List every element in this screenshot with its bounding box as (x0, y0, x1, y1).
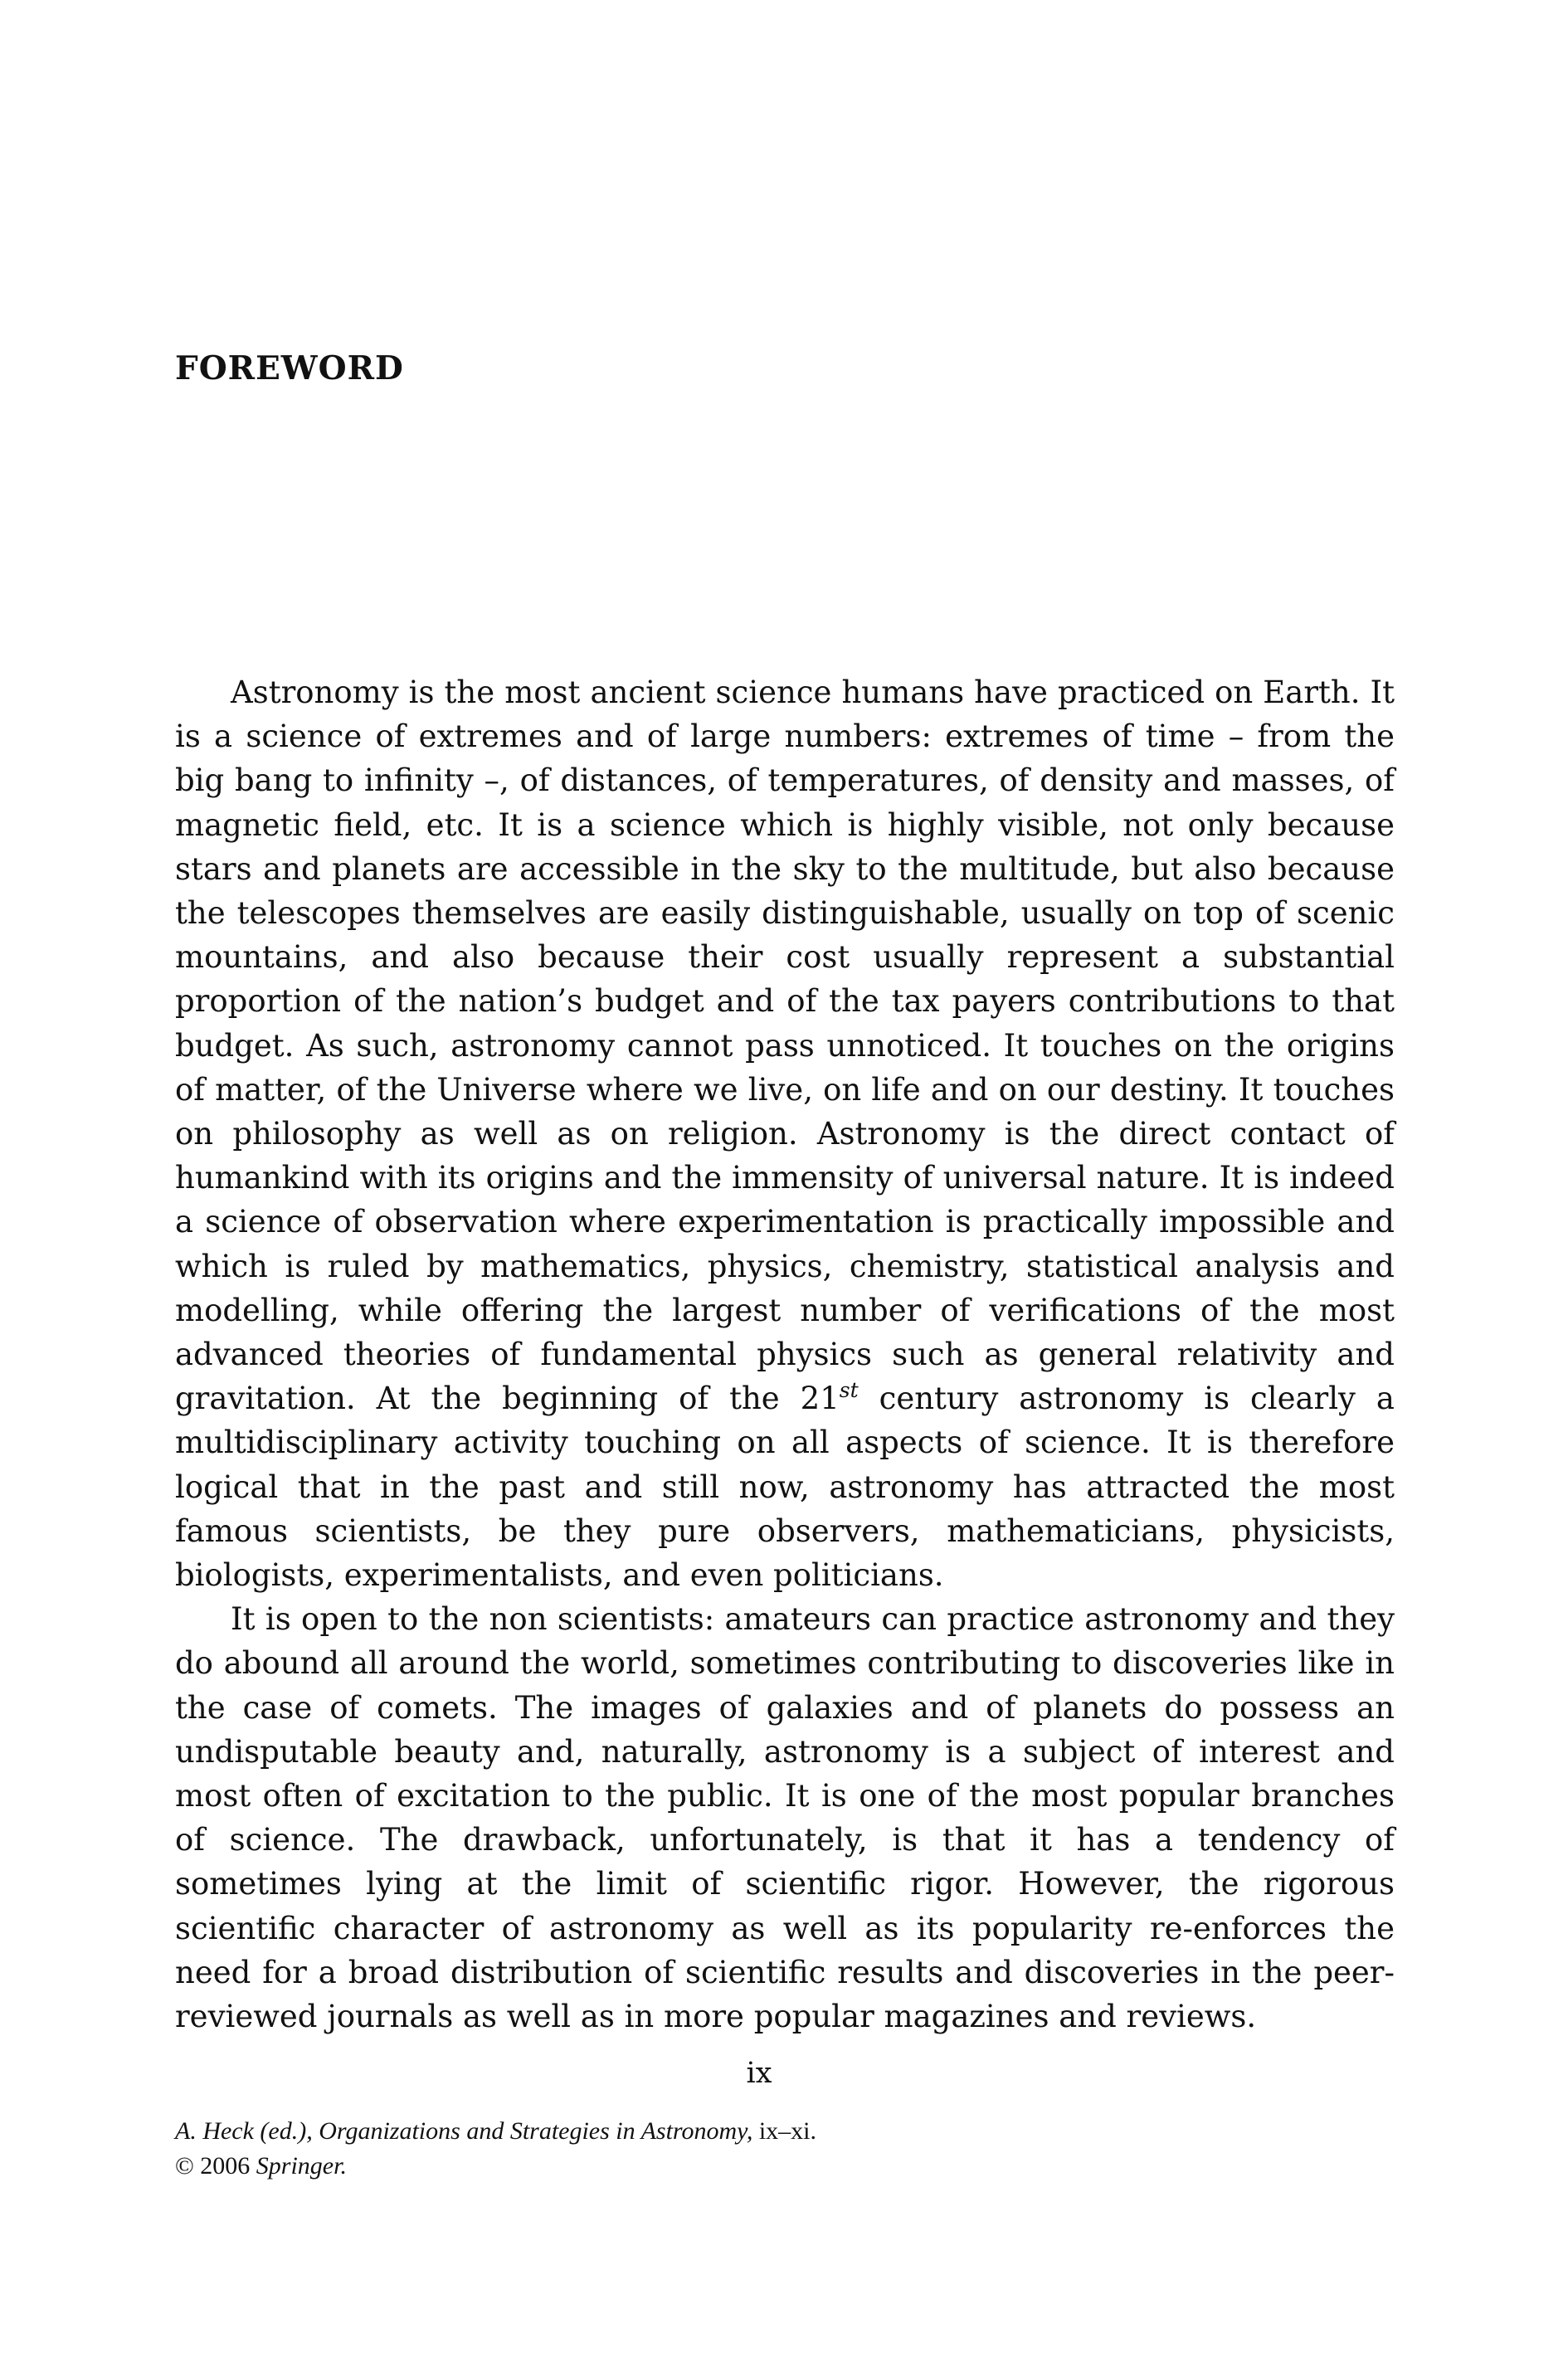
page-title: FOREWORD (175, 349, 404, 387)
paragraph-1 (175, 670, 1395, 1597)
citation-editor: A. Heck (ed.), (175, 2117, 313, 2145)
copyright-year: © 2006 (175, 2152, 251, 2180)
paragraph-2: It is open to the non scientists: amateurs can practice astronomy and they do abound all around the world, sometimes contributing to discoveries like in the case of comets. The images of galaxies and of planets do possess an undisputable beauty and, naturally, astronomy is a subject of interest and most often of excitation to the public. It is one of the most popular branches of science. The drawback, unfortunately, is that it has a tendency of sometimes lying at the limit of scientific rigor. However, the rigorous scientific character of astronomy as well as its popularity re-enforces the need for a broad distribution of scientific results and discoveries in the peer-reviewed journals as well as in more popular magazines and reviews. (175, 1601, 1395, 2035)
publisher-name: Springer. (256, 2152, 347, 2180)
body-text (175, 670, 1395, 2038)
paragraph-1-text-continued: century astronomy is clearly a multidisciplinary activity touching on all aspects of science. It is therefore logical that in the past and still now, astronomy has attracted the most famous scientists, be they pure observers, mathematicians, physicists, biologists, experimentalists, and even politicians. (175, 1381, 1395, 1594)
citation-line (175, 2114, 816, 2149)
paragraph-1-text: Astronomy is the most ancient science humans have practiced on Earth. It is a science of extremes and of large numbers: extremes of time – from the big bang to infinity –, of distances, of temperatures, of density and masses, of magnetic field, etc. It is a science which is highly visible, not only because stars and planets are accessible in the sky to the multitude, but also because the telescopes themselves are easily distinguishable, usually on top of scenic mountains, and also because their cost usually represent a substantial proportion of the nation’s budget and of the tax payers contributions to that budget. As such, astronomy cannot pass unnoticed. It touches on the origins of matter, of the Universe where we live, on life and on our destiny. It touches on philosophy as well as on religion. Astronomy is the direct contact of humankind with its origins and the immensity of universal nature. It is indeed a science of observation where experimentation is practically impossible and which is ruled by mathematics, physics, chemistry, statistical analysis and modelling, while offering the largest number of verifications of the most advanced theories of fundamental physics such as general relativity and gravitation. At the beginning of the 21 (175, 675, 1395, 1417)
ordinal-superscript: st (839, 1378, 859, 1403)
copyright-line (175, 2149, 816, 2184)
citation-book-title: Organizations and Strategies in Astronomy, (319, 2117, 753, 2145)
citation-footer (175, 2114, 816, 2184)
page-number: ix (746, 2057, 772, 2090)
citation-pages: ix–xi. (758, 2117, 816, 2145)
